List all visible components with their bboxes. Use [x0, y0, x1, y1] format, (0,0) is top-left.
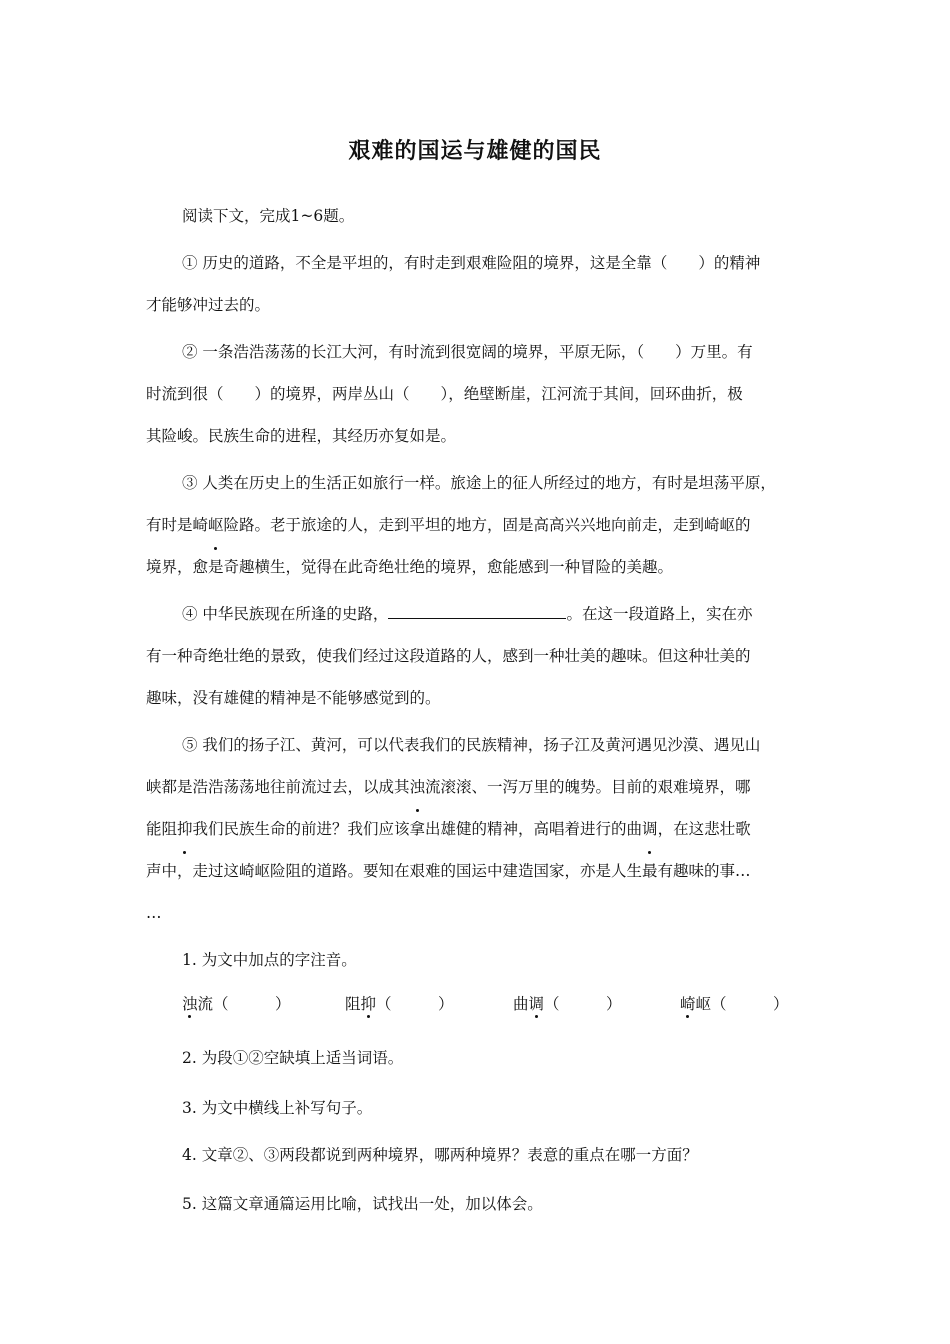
paragraph-line: ② 一条浩浩荡荡的长江大河，有时流到很宽阔的境界，平原无际，（ ）万里。有 — [182, 343, 753, 361]
text-run: 能阻 — [146, 820, 178, 838]
paragraph-line: 声中，走过这崎岖险阻的道路。要知在艰难的国运中建造国家，亦是人生最有趣味的事… — [146, 862, 751, 880]
text-run: ，在这悲壮歌 — [657, 820, 751, 838]
pinyin-blank[interactable]: （ ） — [711, 995, 789, 1013]
question-4: 4. 文章②、③两段都说到两种境界，哪两种境界？表意的重点在哪一方面？ — [182, 1146, 698, 1164]
paragraph-line: 趣味，没有雄健的精神是不能够感觉到的。 — [146, 689, 441, 707]
paragraph-line: 时流到很（ ）的境界，两岸丛山（ ），绝壁断崖，江河流于其间，回环曲折，极 — [146, 385, 743, 403]
dotted-character: 浊 — [182, 992, 198, 1014]
question-2: 2. 为段①②空缺填上适当词语。 — [182, 1049, 404, 1067]
paragraph-4 — [146, 593, 814, 719]
paragraph-line — [146, 766, 814, 808]
text-run: 岖 — [695, 995, 712, 1013]
text-run: 。在这一段道路上，实在亦 — [566, 605, 753, 623]
page-title: 艰难的国运与雄健的国民 — [348, 138, 602, 164]
text-run: 峡都是浩浩荡荡地往前流过去，以成其 — [146, 778, 410, 796]
paragraph-1 — [146, 242, 814, 326]
dotted-character: 调 — [642, 808, 658, 850]
paragraph-line: … — [146, 904, 162, 922]
dotted-character: 浊 — [410, 766, 426, 808]
dotted-character: 抑 — [361, 992, 377, 1014]
text-run: 阻 — [345, 995, 361, 1013]
paragraph-2 — [146, 331, 814, 457]
paragraph-line: 其险峻。民族生命的进程，其经历亦复如是。 — [146, 427, 457, 445]
pinyin-item-2 — [345, 992, 454, 1014]
pinyin-blank[interactable]: （ ） — [376, 995, 454, 1013]
paragraph-line — [146, 808, 814, 850]
text-run: 曲 — [513, 995, 529, 1013]
paragraph-line: 才能够冲过去的。 — [146, 296, 271, 314]
text-run: ④ 中华民族现在所逢的史路， — [182, 605, 389, 623]
paragraph-line: ① 历史的道路，不全是平坦的，有时走到艰难险阻的境界，这是全靠（ ）的精神 — [182, 254, 761, 272]
dotted-character: 岖 — [208, 504, 224, 546]
dotted-character: 调 — [529, 992, 545, 1014]
question-5: 5. 这篇文章通篇运用比喻，试找出一处，加以体会。 — [182, 1195, 543, 1213]
paragraph-line: 境界，愈是奇趣横生，觉得在此奇绝壮绝的境界，愈能感到一种冒险的美趣。 — [146, 558, 674, 576]
pinyin-item-3 — [513, 992, 622, 1014]
pinyin-item-4 — [680, 992, 789, 1014]
text-run: 我们民族生命的前进？我们应该拿出雄健的精神，高唱着进行的曲 — [192, 820, 643, 838]
fill-in-blank-line[interactable] — [388, 602, 566, 619]
dotted-character: 崎 — [680, 992, 696, 1014]
paragraph-5 — [146, 724, 814, 934]
question-1: 1. 为文中加点的字注音。 — [182, 951, 357, 969]
intro-text: 阅读下文，完成1~6题。 — [182, 207, 355, 225]
paragraph-line — [146, 504, 814, 546]
paragraph-line: 有一种奇绝壮绝的景致，使我们经过这段道路的人，感到一种壮美的趣味。但这种壮美的 — [146, 647, 751, 665]
paragraph-3 — [146, 462, 814, 588]
pinyin-blank[interactable]: 流（ ） — [197, 995, 291, 1013]
text-run: 流滚滚、一泻万里的魄势。目前的艰难境界，哪 — [425, 778, 751, 796]
paragraph-line: ③ 人类在历史上的生活正如旅行一样。旅途上的征人所经过的地方，有时是坦荡平原， — [182, 474, 776, 492]
question-3: 3. 为文中横线上补写句子。 — [182, 1099, 373, 1117]
pinyin-item-1 — [182, 992, 291, 1014]
dotted-character: 抑 — [177, 808, 193, 850]
text-run: 有时是崎 — [146, 516, 209, 534]
pinyin-blank[interactable]: （ ） — [544, 995, 622, 1013]
paragraph-line — [146, 593, 814, 635]
text-run: 险路。老于旅途的人，走到平坦的地方，固是高高兴兴地向前走，走到崎岖的 — [223, 516, 751, 534]
paragraph-line: ⑤ 我们的扬子江、黄河，可以代表我们的民族精神，扬子江及黄河遇见沙漠、遇见山 — [182, 736, 761, 754]
